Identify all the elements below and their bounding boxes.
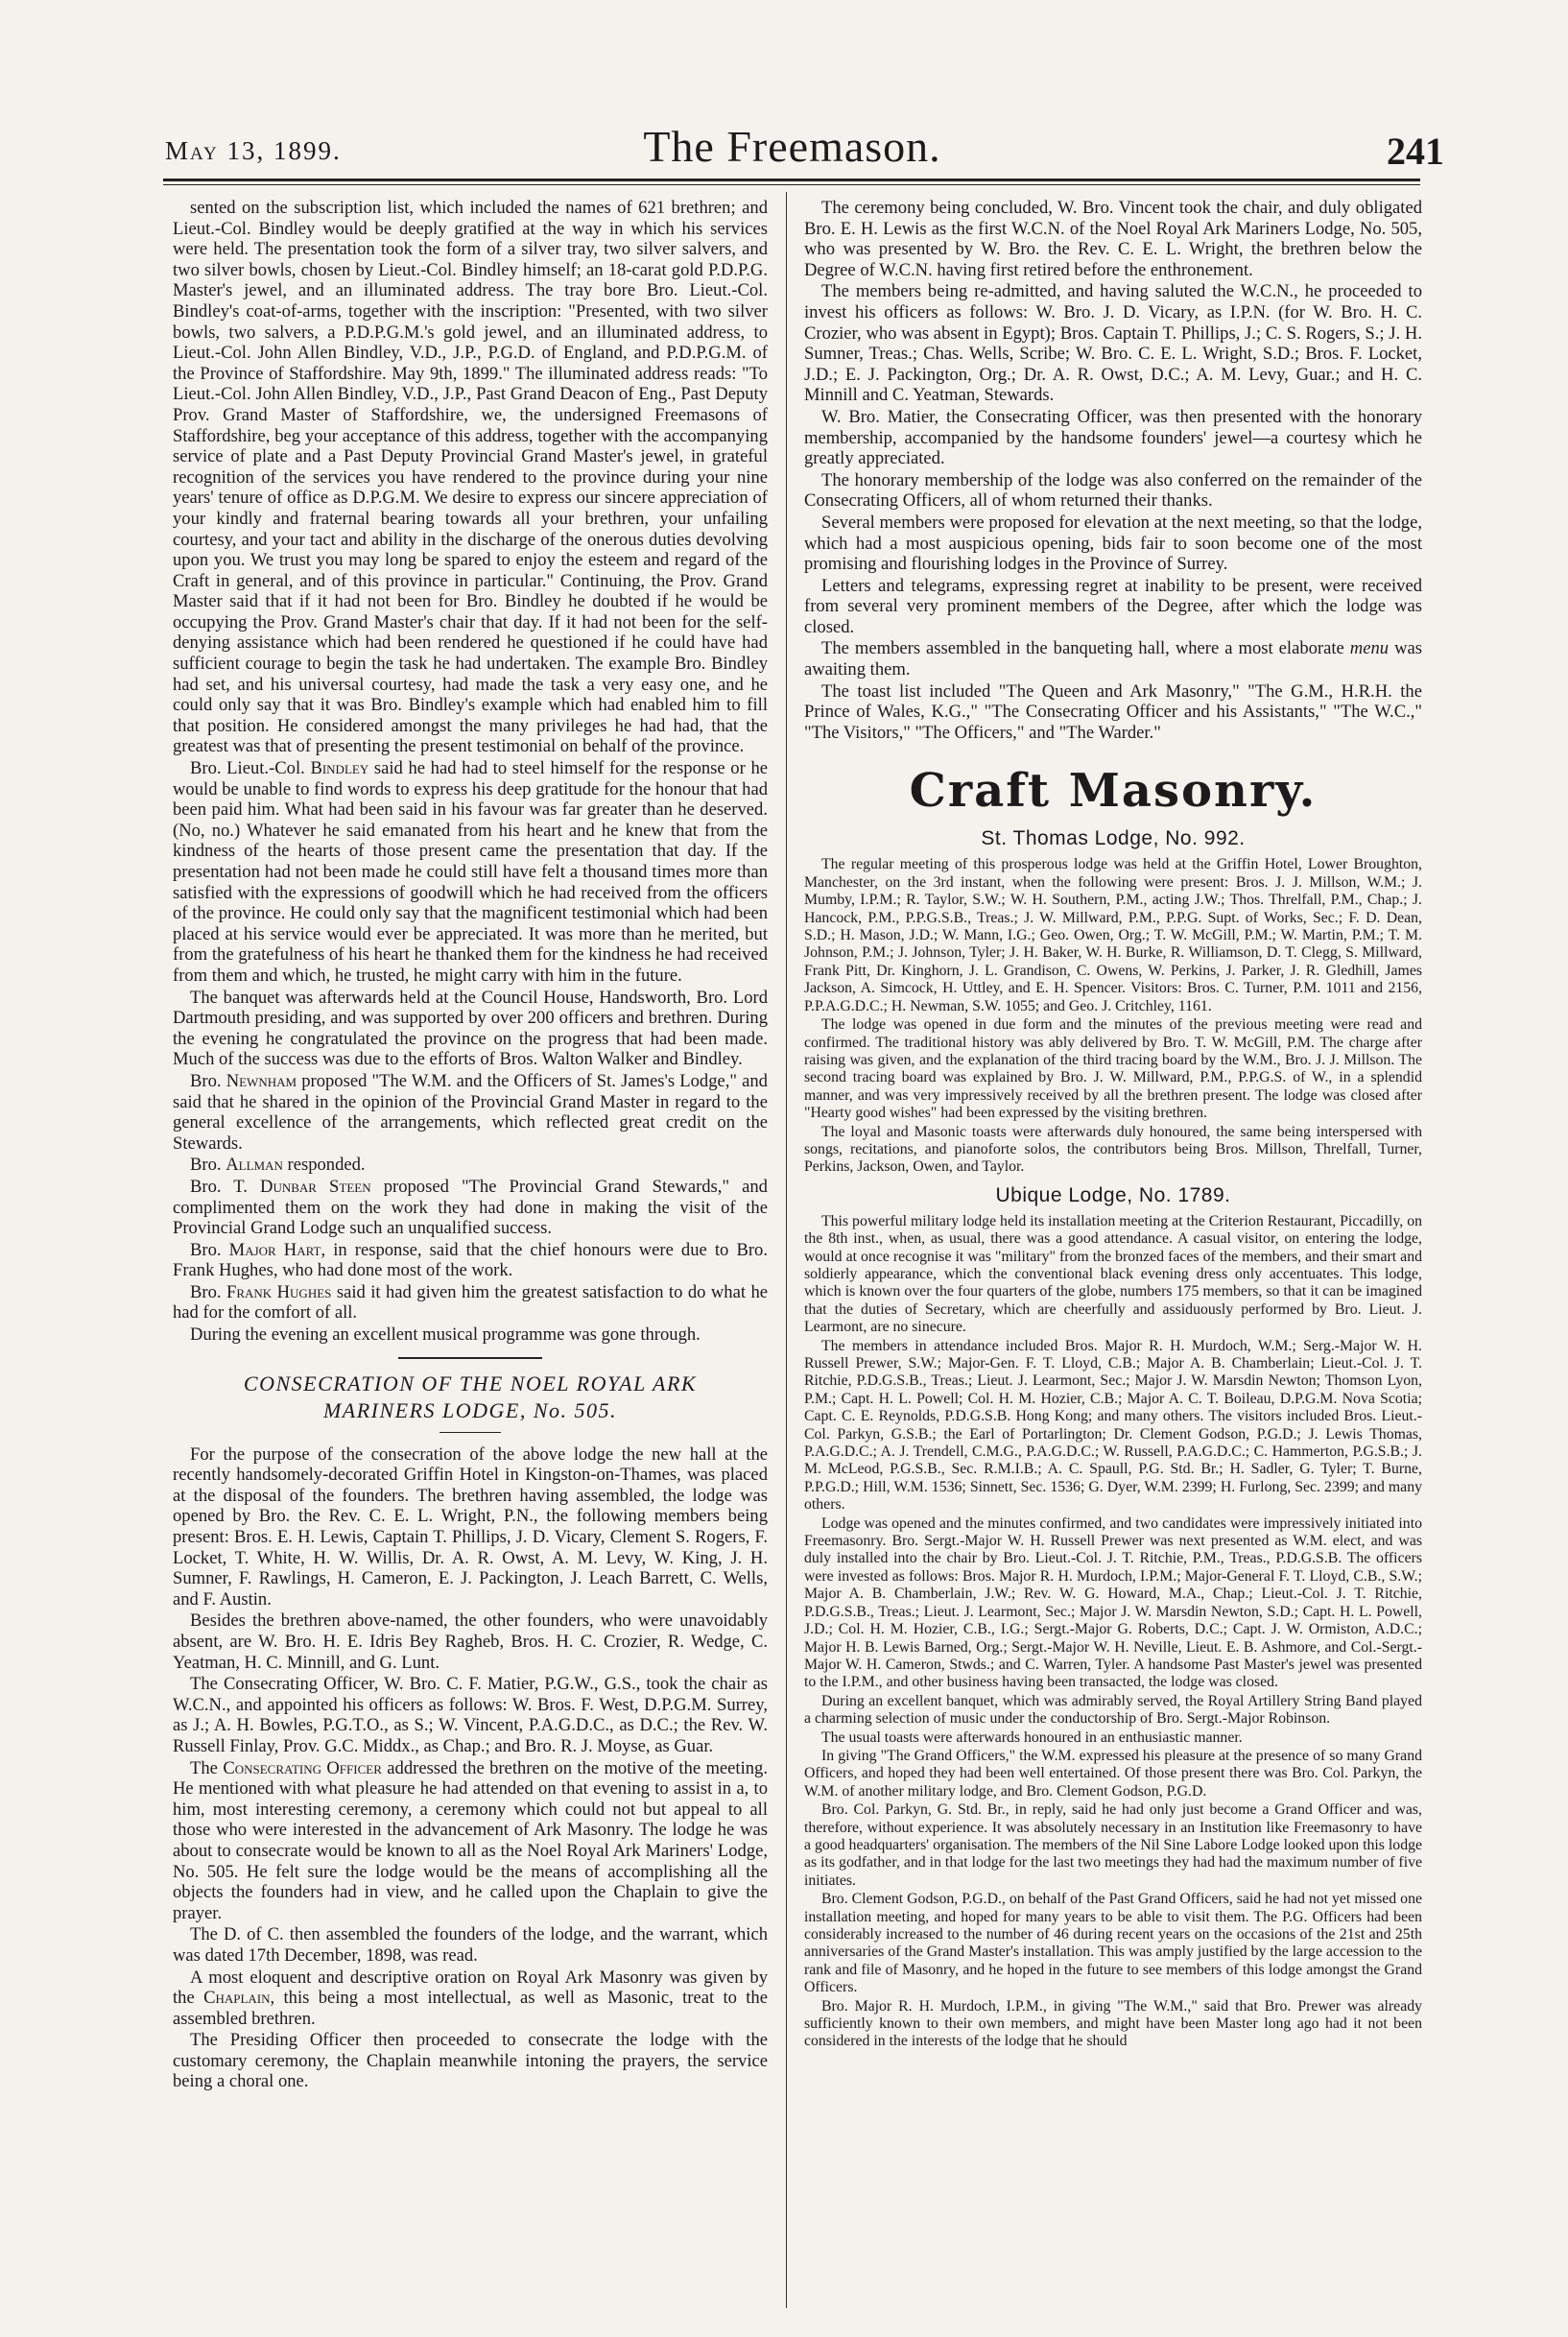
consecration-heading [180,1371,760,1424]
text-run: Bro. T. [190,1176,248,1197]
article-paragraph: The toast list included "The Queen and Ark Masonry," "The G.M., H.R.H. the Prince of Wales, K.G.," "The Consecrating Officer and his Assistants," "The W.C.," "The Visitors," "The Officers," and "The Warder." [804,680,1422,743]
article-paragraph: Besides the brethren above-named, the other founders, who were unavoidably absent, are W. Bro. H. E. Idris Bey Ragheb, Bros. H. C. Crozier, R. Wedge, C. Yeatman, H. C. Minnill, and G. Lunt. [173,1610,768,1673]
article-paragraph: Letters and telegrams, expressing regret at inability to be present, were received from several very prominent members of the Degree, after which the lodge was closed. [804,575,1422,637]
speaker-name: Major Hart, [228,1239,326,1260]
article-paragraph: For the purpose of the consecration of the above lodge the new hall at the recently handsomely-decorated Griffin Hotel in Kingston-on-Thames, was placed at the disposal of the founders. The brethren having assembled, the lodge was opened by Bro. the Rev. C. E. L. Wright, P.N., the following members being present: Bros. E. H. Lewis, Captain T. Phillips, J. D. Vicary, Clement S. Rogers, F. Locket, T. White, H. W. Willis, Dr. A. R. Owst, A. M. Levy, W. King, J. H. Sumner, F. Rawlings, H. Cameron, E. J. Packington, J. Leach Barrett, C. Wells, and F. Austin. [173,1443,768,1610]
article-paragraph: The members in attendance included Bros. Major R. H. Murdoch, W.M.; Serg.-Major W. H. Russell Prewer, S.W.; Major-Gen. F. T. Lloyd, C.B.; Major A. B. Chamberlain; Lieut.-Col. J. T. Ritchie, P.D.G.S.B., Treas.; Lieut. J. Learmont, Sec.; Major J. W. Marsdin Newton; Thomson Lyon, P.M.; Capt. H. L. Powell; Col. H. M. Hozier, C.B.; Major A. C. T. Boileau, D.P.G.M. Nova Scotia; Capt. C. E. Reynolds, P.D.G.S.B. Hong Kong; and many others. The visitors included Bros. Lieut.-Col. Parkyn, G.S.B.; the Earl of Portarlington; Dr. Clement Godson, P.G.D.; J. Lewis Thomas, P.A.G.D.C.; A. J. Trendell, C.M.G., P.A.G.D.C.; W. Russell, P.A.G.D.C.; C. Hammerton, P.G.S.B.; J. M. McLeod, P.G.S.B., Sec. R.M.I.B.; A. C. Spaull, P.G. Std. Br.; H. Sadler, G. Tyler; T. Burne, P.P.G.D.; Hill, W.M. 1536; Sinnett, Sec. 1536; G. Dyer, W.M. 2399; H. Furlong, Sec. 2399; and many others. [804,1337,1422,1514]
article-paragraph: The usual toasts were afterwards honoured in an enthusiastic manner. [821,1729,1243,1746]
article-paragraph [173,1155,768,1176]
article-paragraph [173,1282,768,1324]
text-run: Bro. [190,1239,222,1260]
masthead [123,115,1461,173]
issue-date: May 13, 1899. [165,136,342,165]
column-divider [786,192,787,2308]
masthead-rule-thin [163,184,1420,185]
heading-line: CONSECRATION OF THE NOEL ROYAL ARK [243,1371,698,1395]
masthead-rule [163,179,1420,181]
article-paragraph: sented on the subscription list, which included the names of 621 brethren; and Lieut.-Col. Bindley would be deeply gratified at the way in which his services were held. The presentation took the form of a silver tray, two silver salvers, and two silver bowls, chosen by Lieut.-Col. Bindley himself; an 18-carat gold P.D.P.G. Master's jewel, and an illuminated address. The tray bore Bro. Lieut.-Col. Bindley's coat-of-arms, together with the inscription: "Presented, with two silver bowls, two salvers, a P.D.P.G.M.'s gold jewel, and an illuminated address, to Lieut.-Col. John Allen Bindley, V.D., J.P., P.G.D. of England, and P.D.P.G.M. of the Province of Staffordshire. May 9th, 1899." The illuminated address reads: "To Lieut.-Col. John Allen Bindley, V.D., J.P., Past Grand Deacon of Eng., Past Deputy Prov. Grand Master of Staffordshire, we, the undersigned Freemasons of Staffordshire, beg your acceptance of this address, together with the accompanying service of plate and a Past Deputy Provincial Grand Master's jewel, in grateful recognition of the services you have rendered to the province during your nine years' tenure of office as D.P.G.M. We desire to express our sincere appreciation of your kindly and fraternal bearing towards all your brethren, your unfailing courtesy, and your tact and ability in the discharge of the onerous duties devolving upon you. We trust you may long be spared to enjoy the esteem and regard of the Craft in general, and of this province in particular." Continuing, the Prov. Grand Master said that if it had not been for Bro. Bindley he doubted if he would be occupying the Prov. Grand Master's chair that day. If it had not been for the self-denying assistance which had been rendered he questioned if he could have had sufficient courage to begin the task he had undertaken. The example Bro. Bindley had set, and his universal courtesy, had made the task a very easy one, and he could only say that it was Bro. Bindley's example which had enabled him to fill that position. He considered amongst the many privileges he had had, that the greatest was that of presenting the present testimonial on behalf of the province. [173,198,768,757]
speaker-name: Newnham [226,1070,297,1091]
speaker-name: Frank Hughes [226,1281,332,1302]
text-run: Bro. [190,1281,222,1302]
article-paragraph: This powerful military lodge held its installation meeting at the Criterion Restaurant, Piccadilly, on the 8th inst., when, as usual, there was a good attendance. A casual visitor, on entering the lodge, would at once recognise it was "military" from the bronzed faces of the members, and their smart and soldierly appearance, which the conventional black evening dress only accentuates. This lodge, which is known over the four quarters of the globe, numbers 175 members, so that it can be imagined that the duties of Secretary, which are cheerfully and assiduously performed by Bro. Lieut. J. Learmont, are no sinecure. [804,1212,1422,1336]
article-paragraph: The members being re-admitted, and having saluted the W.C.N., he proceeded to invest his officers as follows: W. Bro. J. D. Vicary, as I.P.N. (for W. Bro. H. C. Crozier, who was absent in Egypt); Bros. Captain T. Phillips, J.; C. S. Rogers, S.; J. H. Sumner, Treas.; Chas. Wells, Scribe; W. Bro. C. E. L. Wright, S.D.; Bros. F. Locket, J.D.; E. J. Packington, Org.; Dr. A. R. Owst, D.C.; A. M. Levy, Guar.; and H. C. Minnill and C. Yeatman, Stewards. [804,281,1422,406]
text-run: was awaiting them. [804,638,1422,680]
newspaper-title: The Freemason. [643,122,941,171]
text-run: The [190,1757,218,1778]
article-paragraph [173,1177,768,1239]
article-paragraph: The ceremony being concluded, W. Bro. Vincent took the chair, and duly obligated Bro. E. H. Lewis as the first W.C.N. of the Noel Royal Ark Mariners Lodge, No. 505, who was presented by W. Bro. the Rev. C. E. L. Wright, the brethren below the Degree of W.C.N. having first retired before the enthronement. [804,198,1422,280]
article-paragraph [173,758,768,987]
heading-line: MARINERS LODGE, No. 505. [322,1397,618,1422]
article-paragraph [173,1240,768,1281]
article-paragraph: The Consecrating Officer, W. Bro. C. F. Matier, P.G.W., G.S., took the chair as W.C.N., and appointed his officers as follows: W. Bros. F. West, D.P.G.M. Surrey, as J.; A. H. Bowles, P.G.T.O., as S.; W. Vincent, P.A.G.D.C., as D.C.; the Rev. W. Russell Finlay, Prov. G.C. Middx., as Chap.; and Bro. R. J. Moyse, as Guar. [173,1674,768,1756]
article-paragraph: The Presiding Officer then proceeded to consecrate the lodge with the customary ceremony, the Chaplain meanwhile intoning the prayers, the service being a choral one. [173,2030,768,2092]
article-paragraph [173,1758,768,1924]
ubique-lodge-heading: Ubique Lodge, No. 1789. [995,1183,1231,1206]
craft-masonry-heading: Craft Masonry. [909,764,1318,819]
speaker-name: Chaplain, [203,1988,275,2009]
text-run: addressed the brethren on the motive of the meeting. He mentioned with what pleasure he had attended on that evening to assist in a, to him, most interesting ceremony, a ceremony which could not but appeal to all those who were interested in the advancement of Ark Masonry. The lodge he was about to consecrate would be known to all as the Noel Royal Ark Mariners' Lodge, No. 505. He felt sure the lodge would be the means of accomplishing all the objects the founders had in view, and he called upon the Chaplain to give the prayer. [173,1757,768,1923]
text-run: said he had had to steel himself for the response or he would be unable to find words to express his deep gratitude for the honour that had been paid him. What had been said in his favour was far greater than he deserved. (No, no.) Whatever he said emanated from his heart and he knew that from the kindness of the hearts of those present came the presentation that day. If the presentation had not been made he could still have felt a thousand times more than satisfied with the expressions of goodwill which he had received from the officers of the province. He could only say that the magnificent testimonial which had been placed at his service would ever be appreciated. It was more than he merited, but from the gratefulness of his heart he thanked them for the kindness he had received from them and which, he trusted, he might carry with him in the future. [173,758,768,986]
article-paragraph: The banquet was afterwards held at the Council House, Handsworth, Bro. Lord Dartmouth presiding, and was supported by over 200 officers and brethren. During the evening he congratulated the province on the progress that had been made. Much of the success was due to the efforts of Bros. Walton Walker and Bindley. [173,987,768,1070]
article-paragraph: Bro. Col. Parkyn, G. Std. Br., in reply, said he had only just become a Grand Officer and was, therefore, without experience. It was absolutely necessary in an Institution like Freemasonry to have a good headquarters' organisation. The members of the Nil Sine Labore Lodge looked upon this lodge as its godfather, and in that lodge for the last two meetings they had had the maximum number of five initiates. [804,1801,1422,1889]
article-paragraph: The lodge was opened in due form and the minutes of the previous meeting were read and confirmed. The traditional history was ably delivered by Bro. T. W. McGill, P.M. The charge after raising was given, and the explanation of the third tracing board by the W.M., Bro. J. J. Millson. The second tracing board was explained by Bro. J. W. Millward, P.M., P.P.G.S. of W., in a splendid manner, and was very impressively received by all the brethren present. The lodge was closed after "Hearty good wishes" had been expressed by the visiting brethren. [804,1016,1422,1122]
text-run: Bro. [190,1155,222,1176]
text-run: said it had given him the greatest satisfaction to do what he had for the comfort of all. [173,1281,768,1324]
article-paragraph [804,638,1422,680]
article-paragraph: Lodge was opened and the minutes confirmed, and two candidates were impressively initiated into Freemasonry. Bro. Sergt.-Major W. H. Russell Prewer was next presented as W.M. elect, and was duly installed into the chair by Bro. Lieut.-Col. J. T. Ritchie, P.M., Treas., P.D.G.S.B. The officers were invested as follows: Bros. Major R. H. Murdoch, I.P.M.; Major-General F. T. Lloyd, C.B., S.W.; Major A. B. Chamberlain, J.W.; Rev. W. G. Howard, M.A., Chap.; Lieut.-Col. J. T. Ritchie, P.D.G.S.B., Treas.; Lieut. J. Learmont, Sec.; Major J. W. Marsdin Newton, S.D.; Capt. H. L. Powell, J.D.; Col. H. M. Hozier, C.B., I.G.; Sergt.-Major G. Roberts, D.C.; Capt. J. W. Ormiston, A.D.C.; Major H. B. Lewis Barned, Org.; Sergt.-Major W. H. Neville, Lieut. E. B. Ashmore, and Col.-Sergt.-Major W. H. Cameron, Stwds.; and C. Warren, Tyler. A handsome Past Master's jewel was presented to the I.P.M., and other business having been transacted, the lodge was closed. [804,1514,1422,1691]
article-paragraph: Bro. Clement Godson, P.G.D., on behalf of the Past Grand Officers, said he had not yet missed one installation meeting, and hoped for many years to be able to visit them. The P.G. Officers had been considerably increased to the number of 46 during recent years on the occasions of the 21st and 25th anniversaries of the Grand Master's installation. This was amply justified by the large accession to the rank and file of Masonry, and he hoped in the future to see members of this lodge amongst the Grand Officers. [804,1891,1422,1996]
article-paragraph: The honorary membership of the lodge was also conferred on the remainder of the Consecrating Officers, all of whom returned their thanks. [804,469,1422,512]
text-run: responded. [287,1155,366,1176]
ubique-report [804,1213,1422,2051]
speaker-name: Consecrating Officer [223,1757,382,1778]
article-paragraph: The loyal and Masonic toasts were afterwards duly honoured, the same being interspersed with songs, recitations, and pianoforte solos, the contributors being Bros. Millson, Threlfall, Turner, Perkins, Jackson, Owen, and Taylor. [804,1123,1422,1176]
section-divider [398,1357,542,1359]
article-paragraph: In giving "The Grand Officers," the W.M. expressed his pleasure at the presence of so many Grand Officers, and hoped they had been well entertained. Of those present there was Bro. Col. Parkyn, the W.M. of another military lodge, and Bro. Clement Godson, P.G.D. [804,1747,1422,1800]
article-paragraph: The regular meeting of this prosperous lodge was held at the Griffin Hotel, Lower Broughton, Manchester, on the 3rd instant, when the following were present: Bros. J. J. Millson, W.M.; J. Mumby, I.P.M.; R. Taylor, S.W.; W. H. Southern, P.M., acting J.W.; Thos. Threlfall, P.M., Chap.; J. Hancock, P.M., P.P.G.S.B., Treas.; J. W. Millward, P.M., P.P.G. Supt. of Works, Sec.; F. D. Dean, S.D.; H. Mason, J.D.; W. Mann, I.G.; Geo. Owen, Org.; T. W. McGill, P.M.; W. Martin, P.M.; T. M. Johnson, P.M.; J. Johnson, Tyler; J. H. Baker, W. H. Burke, R. Williamson, D. T. Clegg, S. Millward, Frank Pitt, Dr. Kinghorn, J. L. Grandison, C. Owens, W. Perkins, J. Parker, J. R. Gledhill, James Jackson, A. Simcock, H. Uttley, and E. H. Spencer. Visitors: Bros. C. Turner, P.M. 1011 and 2156, P.P.A.G.D.C.; H. Newman, S.W. 1055; and Geo. J. Critchley, 1161. [804,856,1422,1014]
article-paragraph: During the evening an excellent musical programme was gone through. [190,1324,701,1346]
text-run: The members assembled in the banqueting hall, where a most elaborate [821,638,1344,659]
speaker-name: Allman [226,1155,283,1176]
article-paragraph: Bro. Major R. H. Murdoch, I.P.M., in giving "The W.M.," said that Bro. Prewer was already sufficiently known to their own members, and might have been Master long ago had it not been considered in the interests of the lodge that he should [804,1997,1422,2050]
st-thomas-report [804,856,1422,1176]
text-run: A most eloquent and descriptive oration on Royal Ark Masonry was given by the [173,1967,768,2009]
article-paragraph [173,1967,768,2030]
text-run: Bro. Lieut.-Col. [190,758,305,779]
article-paragraph: W. Bro. Matier, the Consecrating Officer, was then presented with the honorary membership, accompanied by the handsome founders' jewel—a courtesy which he greatly appreciated. [804,406,1422,469]
article-paragraph: The D. of C. then assembled the founders of the lodge, and the warrant, which was dated 17th December, 1898, was read. [173,1924,768,1966]
article-paragraph: Several members were proposed for elevation at the next meeting, so that the lodge, which had a most auspicious opening, bids fair to soon become one of the most promising and flourishing lodges in the Province of Surrey. [804,512,1422,575]
text-run: Bro. [190,1070,222,1091]
speaker-name: Dunbar Steen [260,1176,371,1197]
st-thomas-lodge-heading: St. Thomas Lodge, No. 992. [981,827,1246,850]
right-column [804,198,1422,2316]
heading-rule [440,1432,501,1433]
text-run: proposed "The Provincial Grand Stewards," and complimented them on the work they had done in making the visit of the Provincial Grand Lodge such an unqualified success. [173,1176,768,1239]
emphasis: menu [1349,638,1390,659]
text-run: this being a most intellectual, as well as Masonic, treat to the assembled brethren. [173,1988,768,2029]
text-run: in response, said that the chief honours were due to Bro. Frank Hughes, who had done most of the work. [173,1239,768,1281]
page-number: 241 [1387,130,1444,173]
article-paragraph: During an excellent banquet, which was admirably served, the Royal Artillery String Band played a charming selection of music under the conductorship of Bro. Sergt.-Major Robinson. [804,1692,1422,1728]
text-run: proposed "The W.M. and the Officers of St. James's Lodge," and said that he shared in the opinion of the Provincial Grand Master in regard to the general excellence of the arrangements, which reflected great credit on the Stewards. [173,1070,768,1154]
article-paragraph [173,1071,768,1154]
speaker-name: Bindley [310,758,369,779]
left-column [173,198,768,2316]
